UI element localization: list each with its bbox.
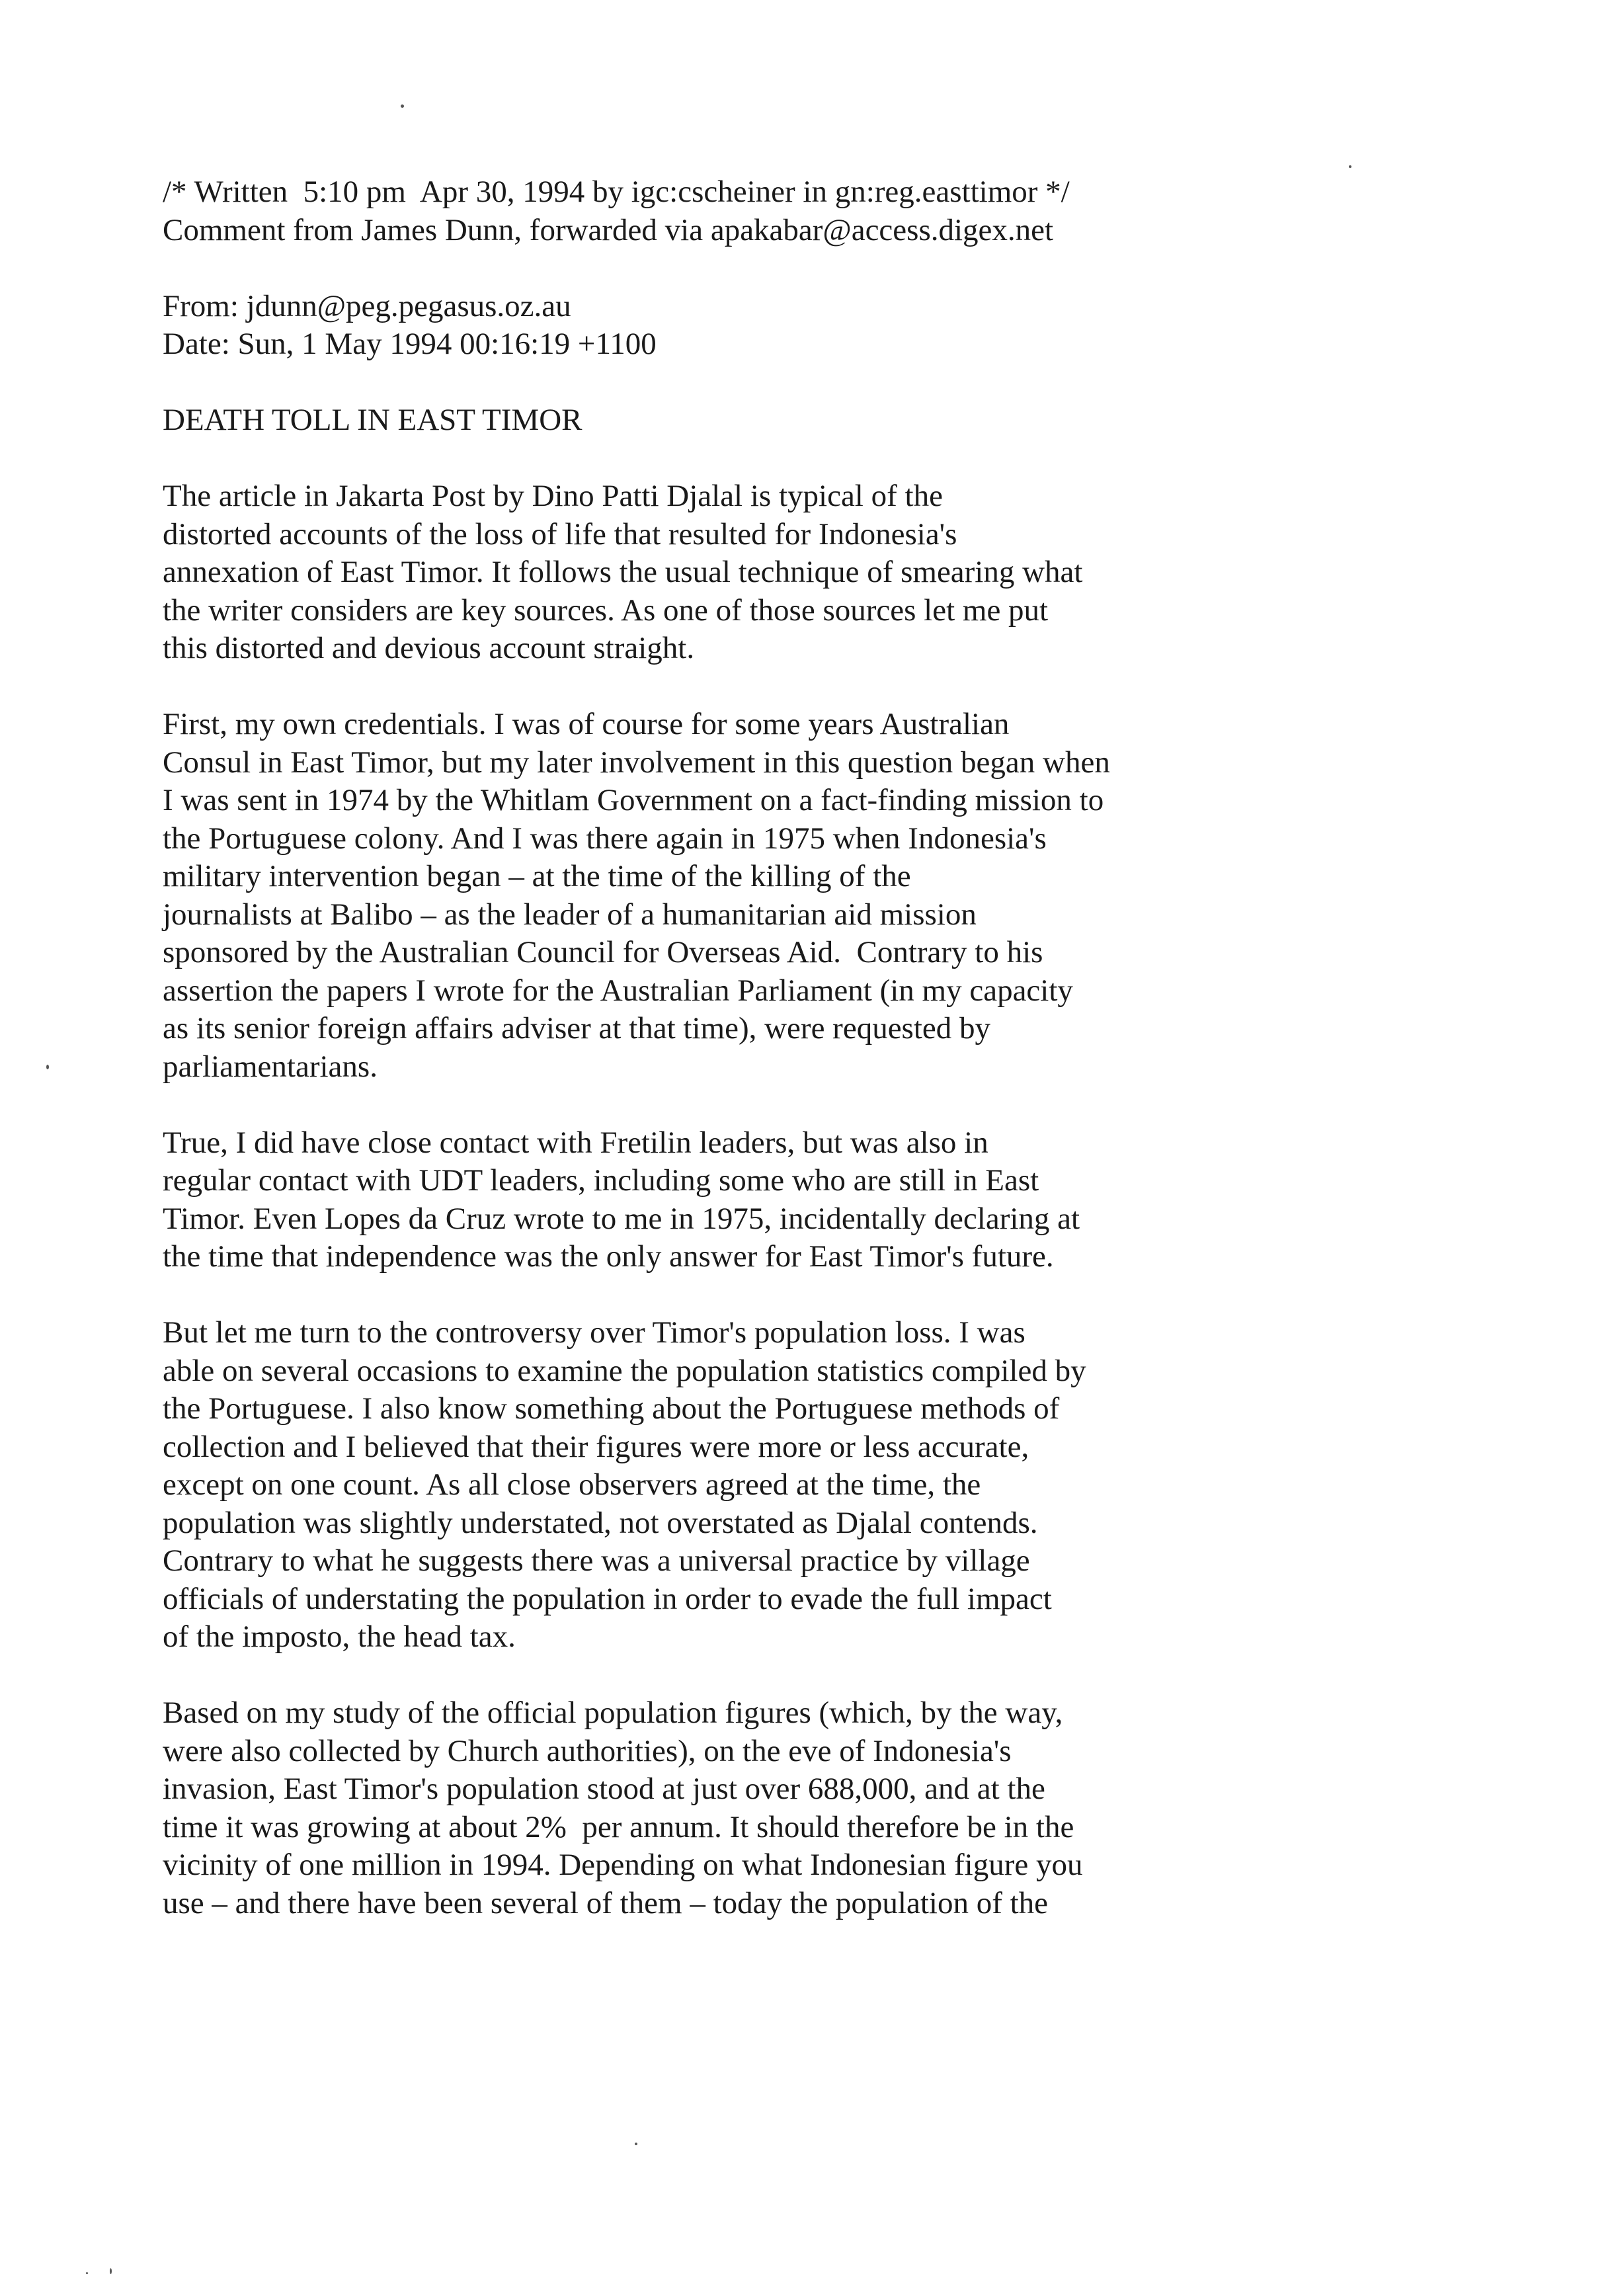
paragraph-line: Contrary to what he suggests there was a universal practice by village bbox=[163, 1543, 1030, 1578]
scan-speck bbox=[1349, 165, 1351, 168]
paragraph-line: population was slightly understated, not overstated as Djalal contends. bbox=[163, 1505, 1038, 1540]
paragraph-line: journalists at Balibo – as the leader of a humanitarian aid mission bbox=[163, 897, 977, 932]
blank-line bbox=[163, 1086, 1492, 1124]
blank-line bbox=[163, 440, 1492, 478]
blank-line bbox=[163, 1276, 1492, 1315]
paragraph bbox=[163, 1694, 1492, 1922]
paragraph-line: use – and there have been several of them – today the population of the bbox=[163, 1885, 1049, 1920]
paragraph-line: The article in Jakarta Post by Dino Patti Djalal is typical of the bbox=[163, 479, 943, 513]
paragraph-line: were also collected by Church authorities), on the eve of Indonesia's bbox=[163, 1733, 1012, 1768]
paragraph-line: Based on my study of the official population figures (which, by the way, bbox=[163, 1696, 1063, 1730]
paragraph-line: able on several occasions to examine the population statistics compiled by bbox=[163, 1353, 1086, 1388]
paragraph-line: parliamentarians. bbox=[163, 1049, 378, 1084]
paragraph-line: the writer considers are key sources. As one of those sources let me put bbox=[163, 593, 1049, 628]
scan-speck bbox=[86, 2272, 88, 2274]
date-line: Date: Sun, 1 May 1994 00:16:19 +1100 bbox=[163, 327, 657, 361]
paragraph-line: invasion, East Timor's population stood at just over 688,000, and at the bbox=[163, 1772, 1045, 1806]
document-title: DEATH TOLL IN EAST TIMOR bbox=[163, 403, 583, 437]
blank-line bbox=[163, 249, 1492, 288]
header-written-line: /* Written 5:10 pm Apr 30, 1994 by igc:cscheiner in gn:reg.easttimor */ bbox=[163, 175, 1070, 209]
paragraph-line: collection and I believed that their figures were more or less accurate, bbox=[163, 1429, 1029, 1464]
paragraph bbox=[163, 1314, 1492, 1657]
scan-speck bbox=[46, 1065, 49, 1069]
scan-speck bbox=[401, 104, 404, 108]
paragraph-line: annexation of East Timor. It follows the usual technique of smearing what bbox=[163, 555, 1083, 589]
paragraph-line: sponsored by the Australian Council for Overseas Aid. Contrary to his bbox=[163, 935, 1043, 969]
paragraph-line: First, my own credentials. I was of course for some years Australian bbox=[163, 707, 1010, 741]
scan-speck bbox=[110, 2268, 112, 2274]
paragraph-line: Consul in East Timor, but my later involvement in this question began when bbox=[163, 745, 1110, 780]
paragraph-line: But let me turn to the controversy over Timor's population loss. I was bbox=[163, 1315, 1025, 1350]
document-body bbox=[163, 173, 1492, 1922]
blank-line bbox=[163, 364, 1492, 402]
blank-line bbox=[163, 668, 1492, 706]
paragraph-line: time it was growing at about 2% per annum. It should therefore be in the bbox=[163, 1809, 1074, 1844]
paragraph-line: except on one count. As all close observers agreed at the time, the bbox=[163, 1467, 981, 1502]
paragraph-line: as its senior foreign affairs adviser at that time), were requested by bbox=[163, 1011, 991, 1046]
paragraph-line: regular contact with UDT leaders, including some who are still in East bbox=[163, 1163, 1039, 1198]
paragraph-line: distorted accounts of the loss of life that resulted for Indonesia's bbox=[163, 516, 957, 552]
header-comment-line: Comment from James Dunn, forwarded via apakabar@access.digex.net bbox=[163, 212, 1054, 247]
scan-speck bbox=[635, 2143, 637, 2145]
paragraph-line: I was sent in 1974 by the Whitlam Government on a fact-finding mission to bbox=[163, 783, 1104, 817]
paragraph-line: of the imposto, the head tax. bbox=[163, 1620, 516, 1654]
paragraph-line: the time that independence was the only answer for East Timor's future. bbox=[163, 1239, 1054, 1274]
paragraph-line: vicinity of one million in 1994. Depending on what Indonesian figure you bbox=[163, 1848, 1083, 1882]
paragraph bbox=[163, 477, 1492, 668]
paragraph-line: the Portuguese. I also know something about the Portuguese methods of bbox=[163, 1391, 1060, 1426]
paragraph-line: military intervention began – at the time of the killing of the bbox=[163, 859, 911, 893]
paragraph-line: Timor. Even Lopes da Cruz wrote to me in 1975, incidentally declaring at bbox=[163, 1201, 1080, 1236]
paragraph-line: officials of understating the population in order to evade the full impact bbox=[163, 1581, 1052, 1616]
paragraph bbox=[163, 1124, 1492, 1276]
paragraph-line: assertion the papers I wrote for the Australian Parliament (in my capacity bbox=[163, 973, 1073, 1008]
paragraph-line: the Portuguese colony. And I was there again in 1975 when Indonesia's bbox=[163, 821, 1047, 856]
paragraph-line: True, I did have close contact with Fretilin leaders, but was also in bbox=[163, 1125, 988, 1160]
from-line: From: jdunn@peg.pegasus.oz.au bbox=[163, 288, 571, 323]
blank-line bbox=[163, 1657, 1492, 1695]
paragraph bbox=[163, 706, 1492, 1086]
paragraph-line: this distorted and devious account straight. bbox=[163, 631, 695, 665]
